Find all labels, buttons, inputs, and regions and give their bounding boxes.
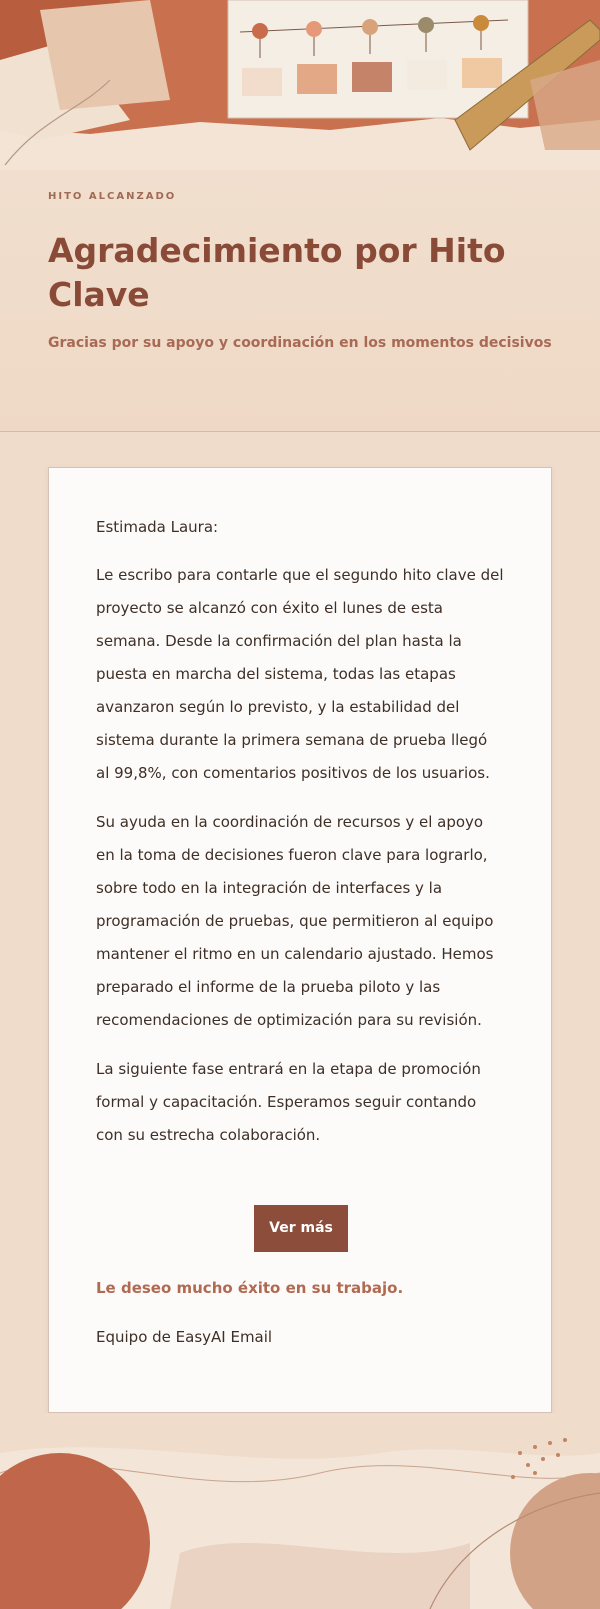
- eyebrow-label: HITO ALCANZADO: [48, 191, 177, 202]
- cta-container: [49, 1205, 553, 1252]
- page-subtitle: Gracias por su apoyo y coordinación en los momentos decisivos: [48, 335, 552, 351]
- signature: Equipo de EasyAI Email: [96, 1328, 273, 1346]
- paper-collage-illustration: [0, 0, 600, 170]
- letter-card: [48, 467, 552, 1413]
- hero-banner: [0, 0, 600, 432]
- page-title: Agradecimiento por Hito Clave: [48, 231, 506, 314]
- letter-paragraph: Su ayuda en la coordinación de recursos y el apoyo en la toma de decisiones fueron clave para lograrlo, sobre todo en la integración de interfaces y la programación de pruebas, que permitieron al equipo mantener el ritmo en un calendario ajustado. Hemos preparado el informe de la prueba piloto y las recomendaciones de optimización para su revisión.: [96, 813, 494, 1029]
- letter-greeting: Estimada Laura:: [96, 518, 219, 536]
- footer-collage-illustration: [0, 1413, 600, 1609]
- ver-mas-button[interactable]: Ver más: [254, 1205, 348, 1252]
- closing-line: Le deseo mucho éxito en su trabajo.: [96, 1279, 404, 1297]
- letter-body: [96, 516, 504, 1168]
- letter-paragraph: La siguiente fase entrará en la etapa de promoción formal y capacitación. Esperamos seguir contando con su estrecha colaboración.: [96, 1060, 481, 1144]
- letter-paragraph: Le escribo para contarle que el segundo hito clave del proyecto se alcanzó con éxito el lunes de esta semana. Desde la confirmación del plan hasta la puesta en marcha del sistema, todas las etapas avanzaron según lo previsto, y la estabilidad del sistema durante la primera semana de prueba llegó al 99,8%, con comentarios positivos de los usuarios.: [96, 566, 504, 782]
